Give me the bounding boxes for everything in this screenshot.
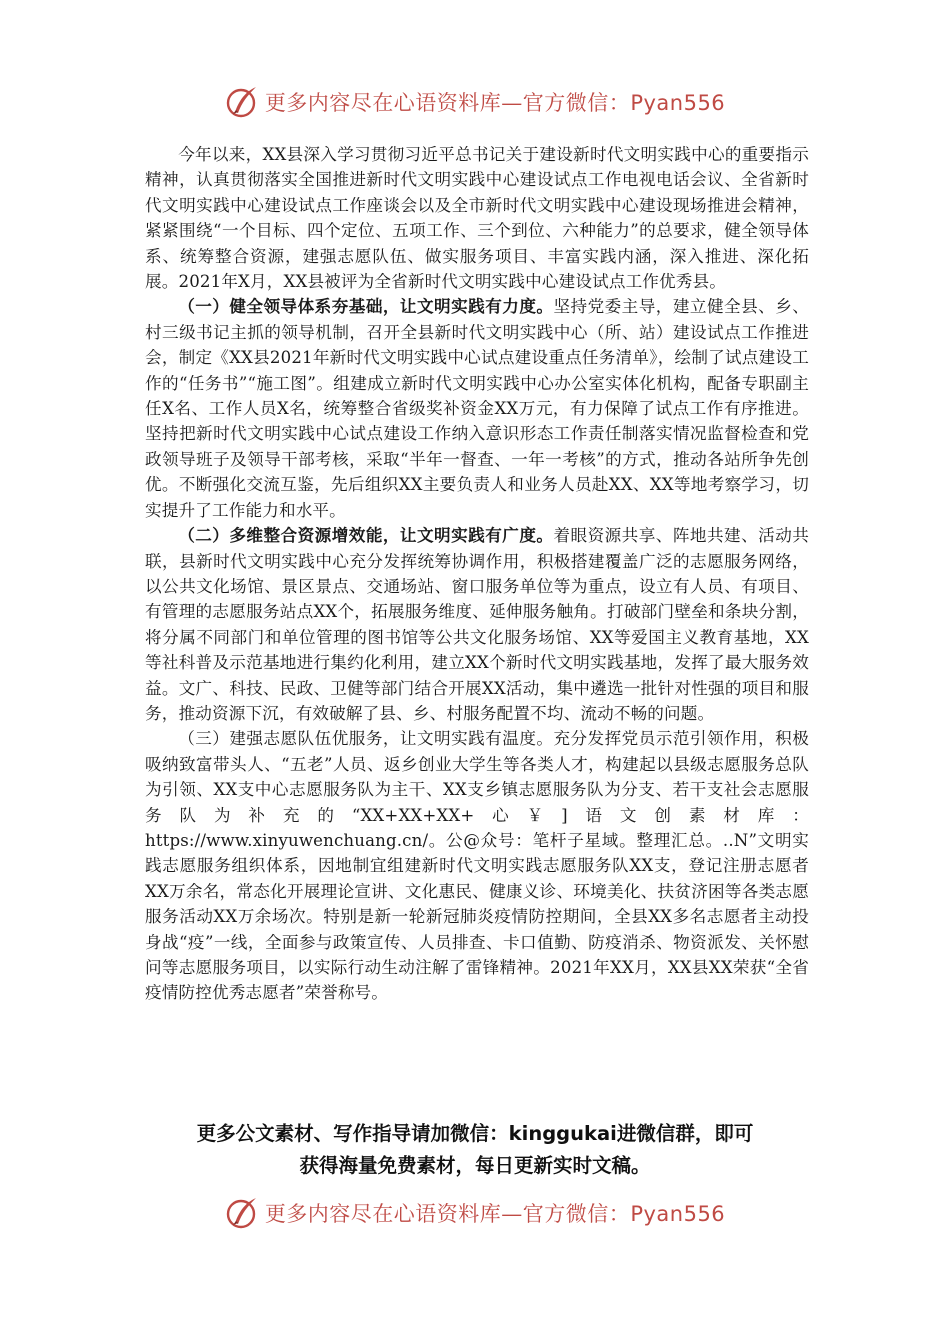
footer-banner	[0, 1193, 950, 1233]
header-banner-wechat-id: Pyan556	[630, 91, 726, 115]
quill-pen-logo-icon	[225, 1196, 259, 1230]
document-body	[145, 142, 809, 1006]
paragraph-section-2: （二）多维整合资源增效能，让文明实践有广度。着眼资源共享、阵地共建、活动共联，县新时代文明实践中心充分发挥统筹协调作用，积极搭建覆盖广泛的志愿服务网络，以公共文化场馆、景区景点、交通场站、窗口服务单位等为重点，设立有人员、有项目、有管理的志愿服务站点XX个，拓展服务维度、延伸服务触角。打破部门壁垒和条块分割，将分属不同部门和单位管理的图书馆等公共文化服务场馆、XX等爱国主义教育基地，XX等社科普及示范基地进行集约化利用，建立XX个新时代文明实践基地，发挥了最大服务效益。文广、科技、民政、卫健等部门结合开展XX活动，集中遴选一批针对性强的项目和服务，推动资源下沉，有效破解了县、乡、村服务配置不均、流动不畅的问题。	[145, 525, 809, 723]
header-banner-text: 更多内容尽在心语资料库—官方微信：Pyan556	[264, 91, 726, 115]
paragraph-section-3: （三）建强志愿队伍优服务，让文明实践有温度。充分发挥党员示范引领作用，积极吸纳致富带头人、“五老”人员、返乡创业大学生等各类人才，构建起以县级志愿服务总队为引领、XX支中心志愿服务队为主干、XX支乡镇志愿服务队为分支、若干支社会志愿服务队为补充的“XX+XX+XX+心￥]语文创素材库：https://www.xinyuwenchuang.cn/。公@众号：笔杆子星域。整理汇总。..N”文明实践志愿服务组织体系，因地制宜组建新时代文明实践志愿服务队XX支，登记注册志愿者XX万余名，常态化开展理论宣讲、文化惠民、健康义诊、环境美化、扶贫济困等各类志愿服务活动XX万余场次。特别是新一轮新冠肺炎疫情防控期间，全县XX多名志愿者主动投身战“疫”一线，全面参与政策宣传、人员排查、卡口值勤、防疫消杀、物资派发、关怀慰问等志愿服务项目，以实际行动生动注解了雷锋精神。2021年XX月，XX县XX荣获“全省疫情防控优秀志愿者”荣誉称号。	[145, 729, 809, 1003]
paragraph-intro: 今年以来，XX县深入学习贯彻习近平总书记关于建设新时代文明实践中心的重要指示精神，认真贯彻落实全国推进新时代文明实践中心建设试点工作电视电话会议、全省新时代文明实践中心建设试点工作座谈会以及全市新时代文明实践中心建设现场推进会精神，紧紧围绕“一个目标、四个定位、五项工作、三个到位、六种能力”的总要求，健全领导体系、统筹整合资源，建强志愿队伍、做实服务项目、丰富实践内涵，深入推进、深化拓展。2021年X月，XX县被评为全省新时代文明实践中心建设试点工作优秀县。	[145, 145, 809, 292]
footer-promo-note	[120, 1118, 830, 1182]
section-1-heading: （一）健全领导体系夯基础，让文明实践有力度。	[178, 296, 554, 317]
footer-banner-text: 更多内容尽在心语资料库—官方微信：Pyan556	[264, 1202, 726, 1226]
footer-promo-line-2: 获得海量免费素材，每日更新实时文稿。	[299, 1154, 651, 1177]
section-2-heading: （二）多维整合资源增效能，让文明实践有广度。	[178, 525, 554, 546]
footer-promo-line-1: 更多公文素材、写作指导请加微信：kinggukai进微信群，即可	[196, 1122, 754, 1145]
paragraph-section-1: （一）健全领导体系夯基础，让文明实践有力度。坚持党委主导，建立健全县、乡、村三级书记主抓的领导机制，召开全县新时代文明实践中心（所、站）建设试点工作推进会，制定《XX县2021年新时代文明实践中心试点建设重点任务清单》，绘制了试点建设工作的“任务书”“施工图”。组建成立新时代文明实践中心办公室实体化机构，配备专职副主任X名、工作人员X名，统筹整合省级奖补资金XX万元，有力保障了试点工作有序推进。坚持把新时代文明实践中心试点建设工作纳入意识形态工作责任制落实情况监督检查和党政领导班子及领导干部考核，采取“半年一督查、一年一考核”的方式，推动各站所争先创优。不断强化交流互鉴，先后组织XX主要负责人和业务人员赴XX、XX等地考察学习，切实提升了工作能力和水平。	[145, 296, 809, 520]
header-banner	[0, 82, 950, 122]
footer-banner-wechat-id: Pyan556	[630, 1202, 726, 1226]
quill-pen-logo-icon	[225, 85, 259, 119]
